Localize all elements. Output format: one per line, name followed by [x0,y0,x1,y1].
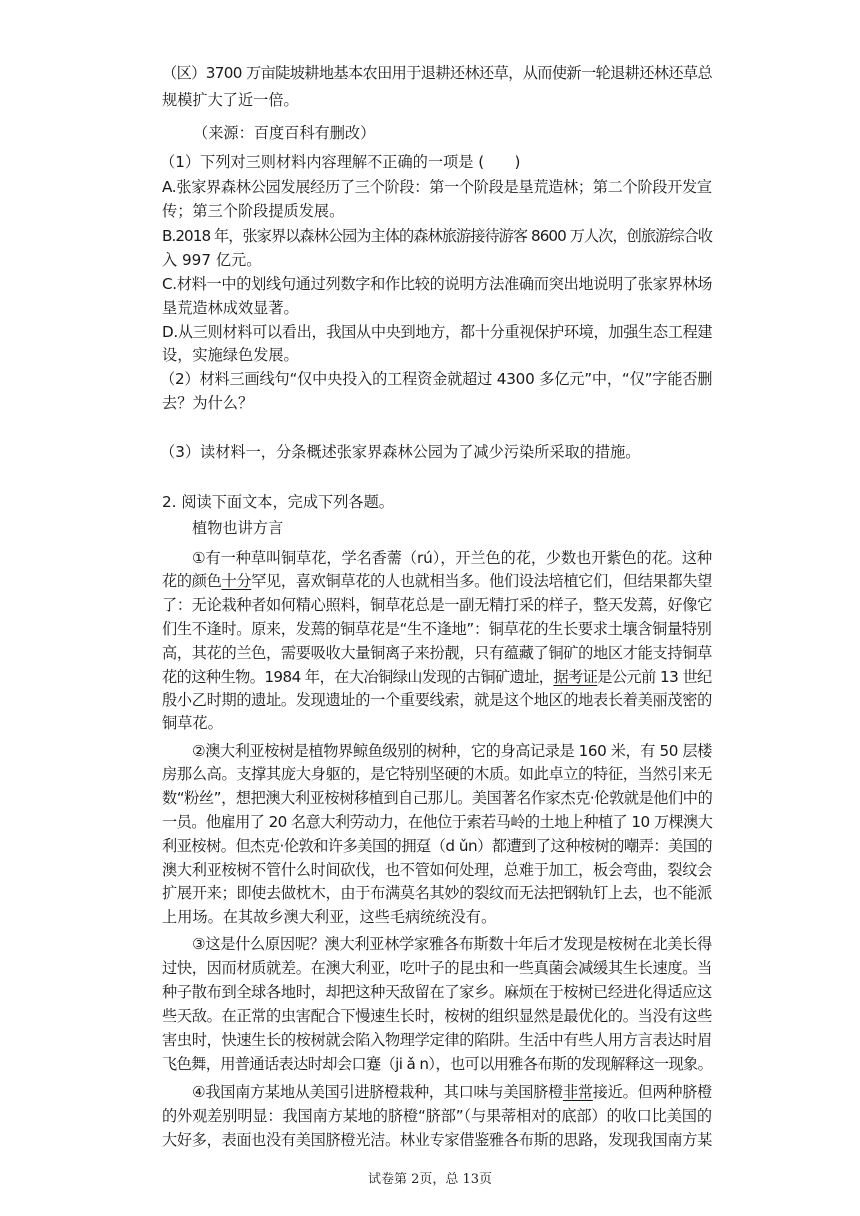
text-span: 是公元前 13 世纪 [597,668,712,686]
paragraph-line: 高，其花的兰色，需要吸收大量铜离子来扮靓，只有蕴藏了铜矿的地区才能支持铜草 [162,644,712,662]
source-note: （来源：百度百科有删改） [193,124,376,142]
paragraph-line [162,571,712,591]
question-2-stem: （2）材料三画线句“仅中央投入的工程资金就超过 4300 多亿元”中，“仅”字能否删 [160,370,713,388]
page-footer: 试卷第 2页，总 13页 [367,1172,493,1187]
option-d: D.从三则材料可以看出，我国从中央到地方，都十分重视保护环境，加强生态工程建 [162,323,713,341]
text-span: 花的颜色 [162,572,222,590]
option-b-cont: 入 997 亿元。 [162,251,262,269]
paragraph-line: 的外观差别明显：我国南方某地的脐橙“脐部”（与果蒂相对的底部）的收口比美国的 [162,1107,712,1125]
paragraph-line [192,1082,712,1102]
paragraph-line: 种子散布到全球各地时，却把这种天敌留在了家乡。麻烦在于桉树已经进化得适应这 [162,983,712,1001]
question-2-cont: 去？为什么？ [162,394,254,412]
paragraph-line: 铜草花。 [162,714,223,732]
text-line: （区）3700 万亩陡坡耕地基本农田用于退耕还林还草，从而使新一轮退耕还林还草总 [162,64,713,82]
paragraph-line: 扩展开来；即使去做枕木，由于布满莫名其妙的裂纹而无法把钢轨钉上去，也不能派 [162,884,712,902]
option-b: B.2018 年，张家界以森林公园为主体的森林旅游接待游客 8600 万人次，创旅游综合收 [162,227,713,245]
paragraph-line: 了：无论栽种者如何精心照料，铜草花总是一副无精打采的样子，整天发蔫，好像它 [162,596,712,614]
paragraph-line: 利亚桉树。但杰克·伦敦和许多美国的拥趸（d ǔn）都遭到了这种桉树的嘲弄：美国的 [162,837,713,855]
paragraph-line: ①有一种草叫铜草花，学名香薷（rú），开兰色的花，少数也开紫色的花。这种 [192,549,713,567]
text-span: 罕见，喜欢铜草花的人也就相当多。他们设法培植它们，但结果都失望 [251,572,712,590]
reading-instruction: 2. 阅读下面文本，完成下列各题。 [162,493,394,511]
paragraph-line: 数“粉丝”，想把澳大利亚桉树移植到自己那儿。美国著名作家杰克·伦敦就是他们中的 [162,789,713,807]
option-d-cont: 设，实施绿色发展。 [162,346,299,364]
paragraph-line: 大好多，表面也没有美国脐橙光洁。林业专家借鉴雅各布斯的思路，发现我国南方某 [162,1131,712,1149]
text-span: ④我国南方某地从美国引进脐橙栽种，其口味与美国脐橙 [192,1083,563,1101]
paragraph-line: 澳大利亚桉树不管什么时间砍伐，也不管如何处理，总难于加工，板会弯曲，裂纹会 [162,861,712,879]
underlined-word: 十分 [221,572,252,590]
text-span: 花的这种生物。1984 年，在大冶铜绿山发现的古铜矿遗址， [162,668,554,686]
paragraph-line: 上用场。在其故乡澳大利亚，这些毛病统统没有。 [162,908,497,926]
paragraph-line: 们生不逢时。原来，发蔫的铜草花是“生不逢地”：铜草花的生长要求土壤含铜量特别 [162,620,712,638]
underlined-word: 非常 [562,1083,593,1101]
option-a: A.张家界森林公园发展经历了三个阶段：第一个阶段是垦荒造林；第二个阶段开发宣 [162,178,712,196]
question-1-stem: （1）下列对三则材料内容理解不正确的一项是 ( ) [160,153,521,171]
paragraph-line: 些天敌。在正常的虫害配合下慢速生长时，桉树的组织显然是最优化的。当没有这些 [162,1007,712,1025]
option-c-cont: 垦荒造林成效显著。 [162,299,299,317]
text-span: 接近。但两种脐橙 [592,1083,713,1101]
paragraph-line: 一员。他雇用了 20 名意大利劳动力，在他位于索若马岭的土地上种植了 10 万棵澳大 [162,813,713,831]
passage-title: 植物也讲方言 [192,519,284,537]
underlined-word: 据考证 [553,668,598,686]
option-c: C.材料一中的划线句通过列数字和作比较的说明方法准确而突出地说明了张家界林场 [162,275,713,293]
paragraph-line: ②澳大利亚桉树是植物界鲸鱼级别的树种，它的身高记录是 160 米，有 50 层楼 [192,742,712,760]
paragraph-line: 房那么高。支撑其庞大身躯的，是它特别坚硬的木质。如此卓立的特征，当然引来无 [162,765,712,783]
question-3-stem: （3）读材料一，分条概述张家界森林公园为了减少污染所采取的措施。 [160,443,641,461]
paragraph-line: ③这是什么原因呢？澳大利亚林学家雅各布斯数十年后才发现是桉树在北美长得 [192,935,712,953]
paragraph-line: 过快，因而材质就差。在澳大利亚，吃叶子的昆虫和一些真菌会减缓其生长速度。当 [162,959,712,977]
paragraph-line: 飞色舞，用普通话表达时却会口蹇（ji ǎ n），也可以用雅各布斯的发现解释这一现象。 [162,1055,713,1073]
paragraph-line: 害虫时，快速生长的桉树就会陷入物理学定律的陷阱。生活中有些人用方言表达时眉 [162,1031,712,1049]
paragraph-line: 殷小乙时期的遗址。发现遗址的一个重要线索，就是这个地区的地表长着美丽茂密的 [162,691,712,709]
option-a-cont: 传；第三个阶段提质发展。 [162,202,345,220]
text-line: 规模扩大了近一倍。 [162,91,299,109]
paragraph-line [162,667,712,687]
